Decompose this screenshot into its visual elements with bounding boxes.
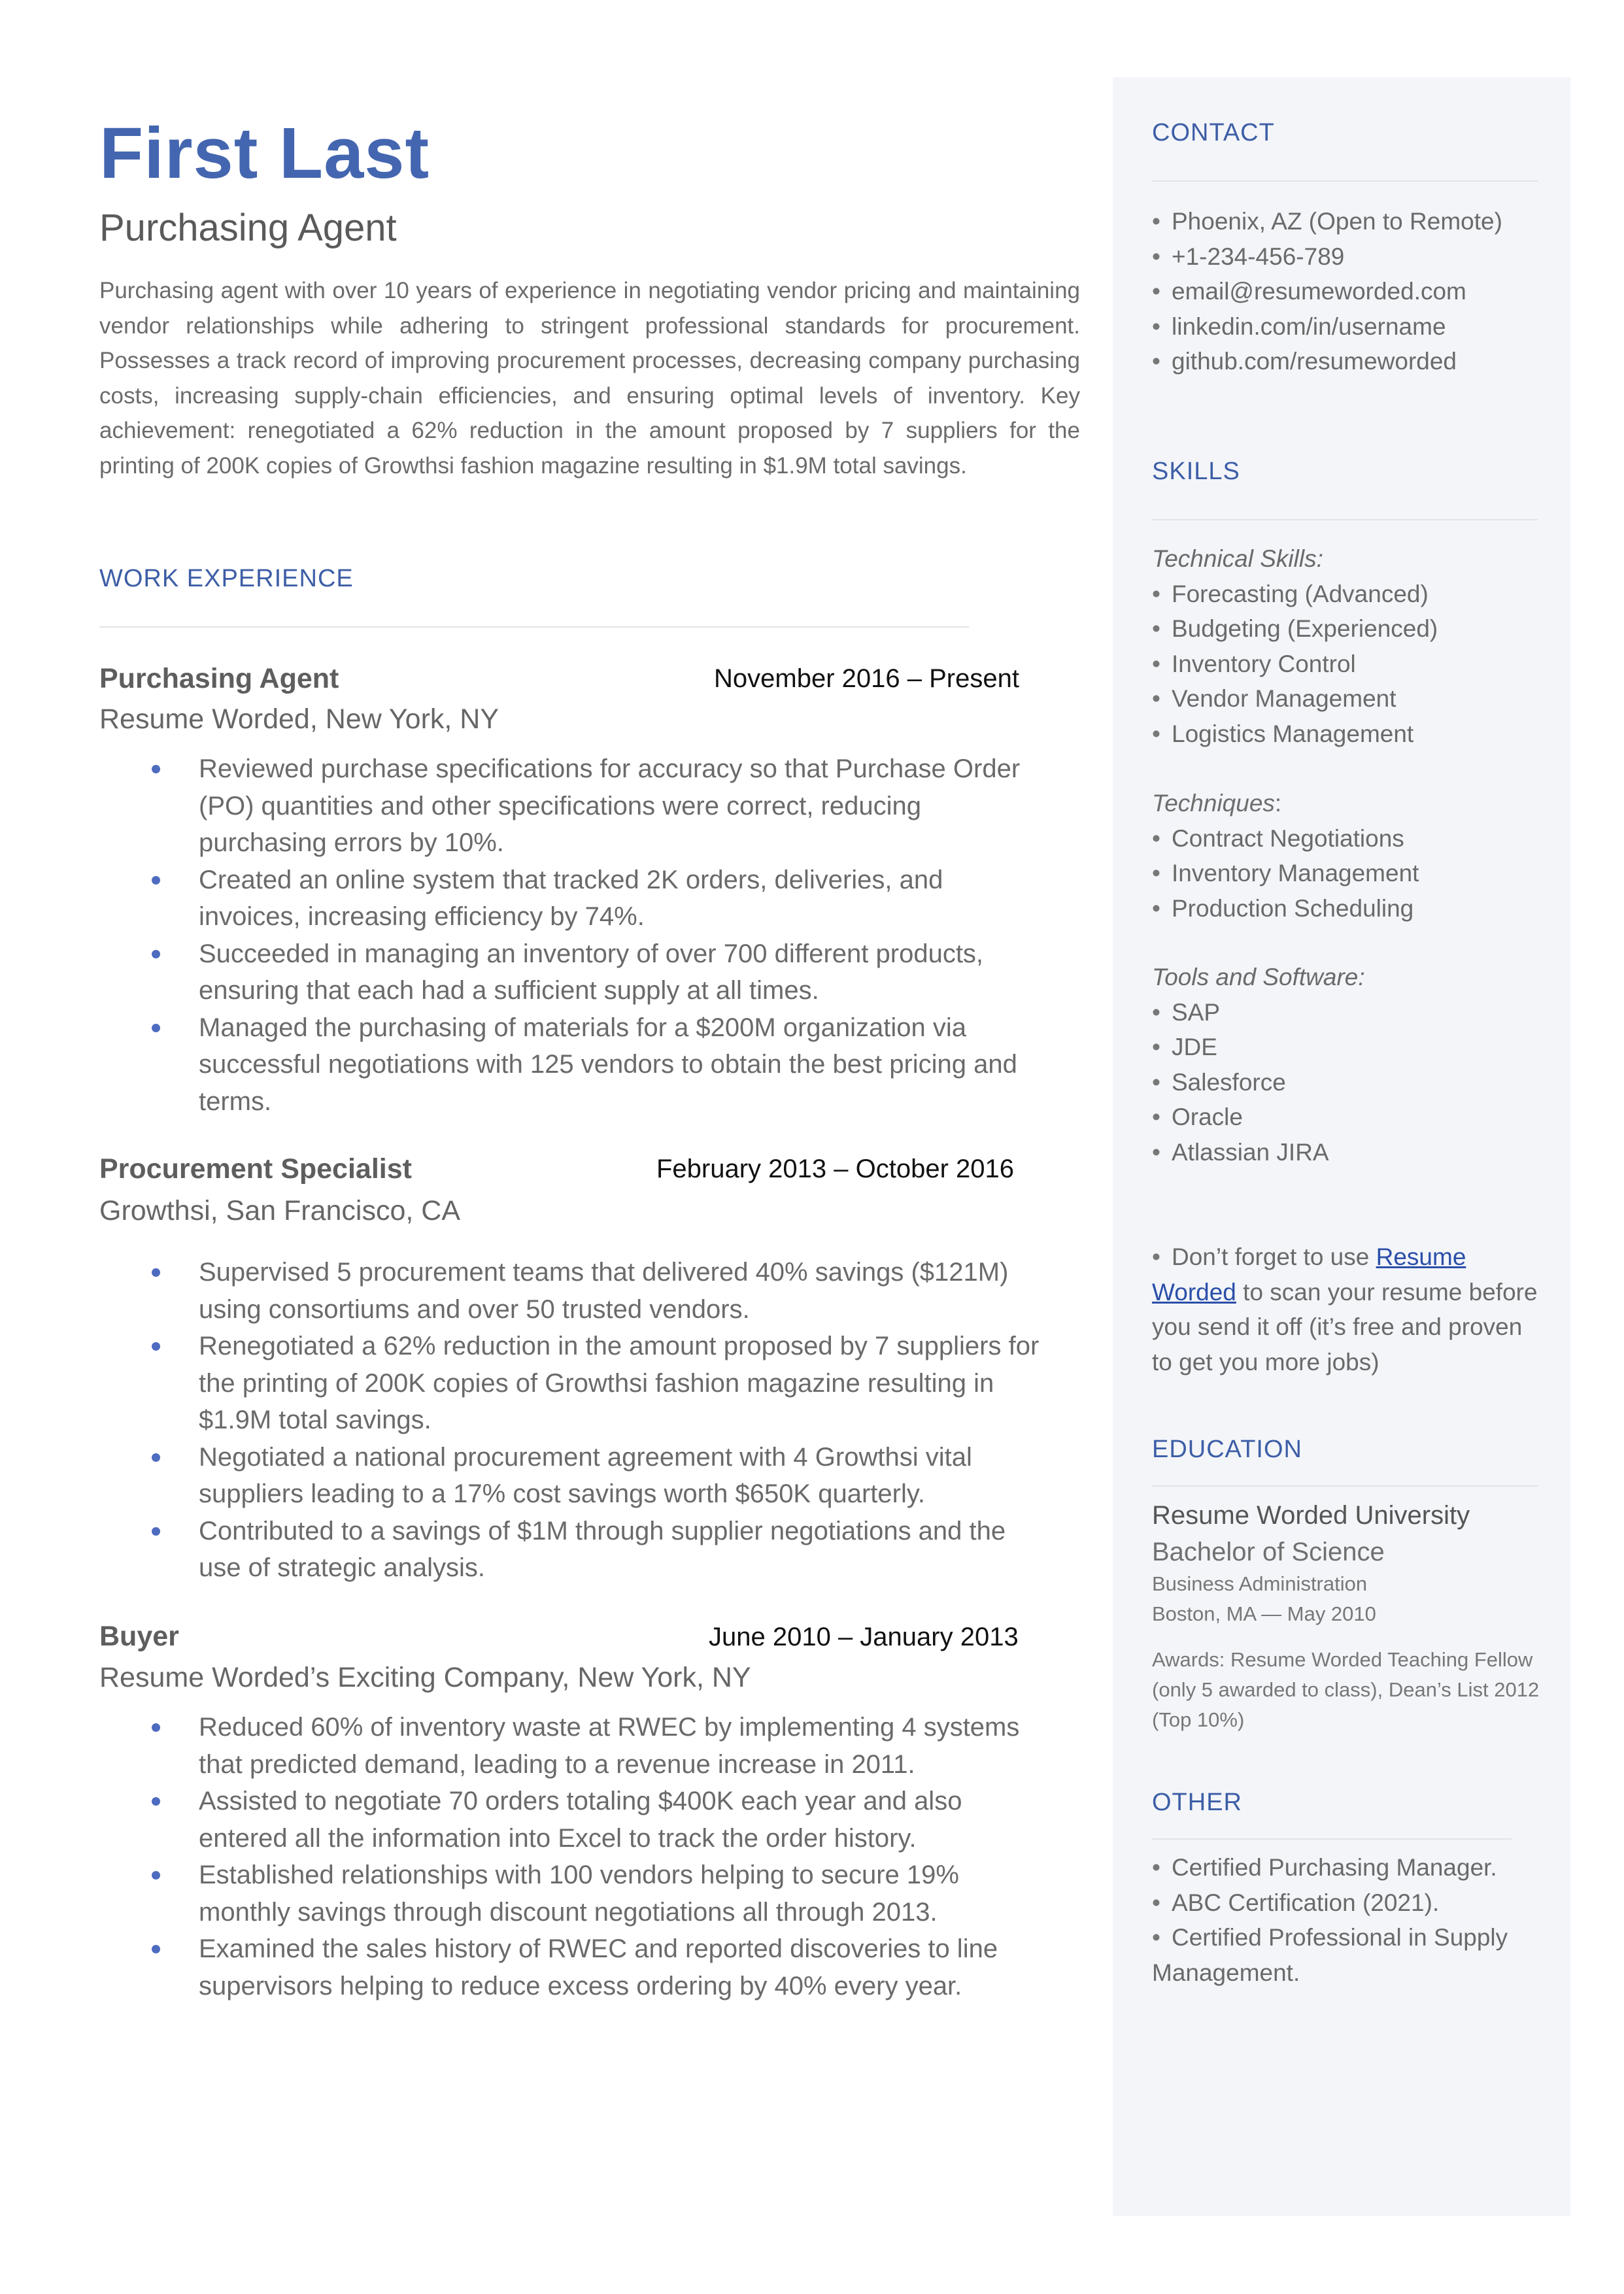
job-bullet: Assisted to negotiate 70 orders totaling $400K each year and also entered all the information into Excel to track the order history. (99, 1783, 1049, 1857)
skill-item: • Salesforce (1152, 1068, 1286, 1096)
bullet-dot-icon (152, 950, 160, 958)
job-bullets (99, 1254, 1054, 1587)
technical-skills-label: Technical Skills: (1152, 545, 1323, 572)
education-divider (1152, 1485, 1538, 1487)
other-item: • Certified Purchasing Manager. (1152, 1854, 1497, 1881)
education-school: Resume Worded University (1152, 1501, 1470, 1530)
resume-worded-link[interactable]: Resume Worded (1152, 1243, 1466, 1306)
contact-github[interactable]: • github.com/resumeworded (1152, 348, 1457, 375)
education-awards: Awards: Resume Worded Teaching Fellow (only 5 awarded to class), Dean’s List 2012 (Top 10%) (1152, 1648, 1540, 1731)
candidate-name: First Last (99, 113, 430, 194)
skill-item: • Contract Negotiations (1152, 824, 1404, 852)
work-experience-divider (99, 626, 969, 628)
bullet-dot-icon (152, 1024, 160, 1032)
other-heading: OTHER (1152, 1789, 1242, 1816)
skills-divider (1152, 519, 1538, 520)
job-company: Resume Worded’s Exciting Company, New York, NY (99, 1662, 751, 1693)
job-dates: June 2010 – January 2013 (709, 1623, 1019, 1651)
job-company: Resume Worded, New York, NY (99, 703, 499, 735)
job-bullet: Supervised 5 procurement teams that delivered 40% savings ($121M) using consortiums and over 50 trusted vendors. (99, 1254, 1049, 1328)
job-title: Purchasing Agent (99, 663, 339, 694)
skill-item: • Forecasting (Advanced) (1152, 580, 1429, 607)
resume-tip: • Don’t forget to use Resume Worded to scan your resume before you send it off (it’s free and proven to get you more jobs) (1152, 1243, 1538, 1375)
summary-paragraph: Purchasing agent with over 10 years of experience in negotiating vendor pricing and maintaining vendor relationships while adhering to stringent professional standards for procurement. Possesses a track record of improving procurement processes, decreasing company purchasing costs, increasing supply-chain efficiencies, and ensuring optimal levels of inventory. Key achievement: renegotiated a 62% reduction in the amount proposed by 7 suppliers for the printing of 200K copies of Growthsi fashion magazine resulting in $1.9M total savings. (99, 278, 1080, 479)
work-experience-heading: WORK EXPERIENCE (99, 565, 354, 592)
job-bullet: Examined the sales history of RWEC and reported discoveries to line supervisors helping to reduce excess ordering by 40% every year. (99, 1931, 1049, 2004)
techniques-list (1152, 786, 1557, 926)
job-bullets (99, 751, 1054, 1120)
contact-list (1152, 204, 1557, 379)
skill-item: • Production Scheduling (1152, 894, 1414, 922)
contact-linkedin[interactable]: • linkedin.com/in/username (1152, 312, 1446, 340)
bullet-dot-icon (152, 1723, 160, 1732)
job-title: Buyer (99, 1621, 179, 1652)
job-bullet: Reduced 60% of inventory waste at RWEC by implementing 4 systems that predicted demand, leading to a revenue increase in 2011. (99, 1709, 1049, 1783)
skill-item: • JDE (1152, 1034, 1217, 1060)
skill-item: • Budgeting (Experienced) (1152, 615, 1438, 642)
skill-item: • Oracle (1152, 1104, 1243, 1130)
job-dates: November 2016 – Present (714, 664, 1019, 693)
education-heading: EDUCATION (1152, 1436, 1302, 1463)
other-item: • ABC Certification (2021). (1152, 1889, 1440, 1916)
contact-heading: CONTACT (1152, 119, 1275, 146)
tools-list (1152, 960, 1557, 1170)
contact-email[interactable]: • email@resumeworded.com (1152, 278, 1466, 305)
bullet-dot-icon (152, 876, 160, 885)
education-location-date: Boston, MA — May 2010 (1152, 1602, 1376, 1625)
other-divider (1152, 1838, 1512, 1840)
bullet-dot-icon (152, 1945, 160, 1953)
skill-item: • SAP (1152, 998, 1221, 1026)
bullet-dot-icon (152, 1342, 160, 1351)
job-bullets (99, 1709, 1054, 2004)
bullet-dot-icon (152, 765, 160, 773)
contact-location: • Phoenix, AZ (Open to Remote) (1152, 208, 1502, 235)
job-title: Procurement Specialist (99, 1153, 412, 1185)
skill-item: • Logistics Management (1152, 720, 1414, 747)
techniques-label: Techniques: (1152, 790, 1282, 817)
education-major: Business Administration (1152, 1572, 1368, 1595)
skill-item: • Vendor Management (1152, 685, 1396, 712)
job-bullet: Contributed to a savings of $1M through supplier negotiations and the use of strategic analysis. (99, 1513, 1049, 1587)
technical-skills-list (1152, 541, 1557, 751)
tools-label: Tools and Software: (1152, 964, 1365, 990)
bullet-dot-icon (152, 1797, 160, 1806)
bullet-dot-icon (152, 1268, 160, 1277)
job-company: Growthsi, San Francisco, CA (99, 1195, 461, 1226)
job-bullet: Negotiated a national procurement agreement with 4 Growthsi vital suppliers leading to a 17% cost savings worth $650K quarterly. (99, 1439, 1049, 1513)
candidate-role: Purchasing Agent (99, 207, 397, 249)
other-list (1152, 1850, 1531, 1990)
job-bullet: Managed the purchasing of materials for a $200M organization via successful negotiations with 125 vendors to obtain the best pricing and terms. (99, 1009, 1049, 1121)
job-bullet: Succeeded in managing an inventory of over 700 different products, ensuring that each had a sufficient supply at all times. (99, 936, 1049, 1009)
job-bullet: Established relationships with 100 vendors helping to secure 19% monthly savings through discount negotiations all through 2013. (99, 1857, 1049, 1931)
education-degree: Bachelor of Science (1152, 1538, 1385, 1566)
bullet-dot-icon (152, 1871, 160, 1880)
other-item: • Certified Professional in Supply Management. (1152, 1924, 1508, 1986)
bullet-dot-icon (152, 1527, 160, 1536)
job-bullet: Renegotiated a 62% reduction in the amount proposed by 7 suppliers for the printing of 200K copies of Growthsi fashion magazine resulting in $1.9M total savings. (99, 1328, 1049, 1439)
job-bullet: Created an online system that tracked 2K orders, deliveries, and invoices, increasing efficiency by 74%. (99, 862, 1049, 936)
job-dates: February 2013 – October 2016 (656, 1155, 1015, 1183)
job-bullet: Reviewed purchase specifications for accuracy so that Purchase Order (PO) quantities and other specifications were correct, reducing purchasing errors by 10%. (99, 751, 1049, 862)
skill-item: • Inventory Management (1152, 860, 1419, 886)
bullet-dot-icon (152, 1453, 160, 1462)
skill-item: • Atlassian JIRA (1152, 1138, 1329, 1166)
skills-heading: SKILLS (1152, 458, 1240, 485)
sidebar (1113, 77, 1570, 2216)
skill-item: • Inventory Control (1152, 650, 1356, 677)
contact-phone: • +1-234-456-789 (1152, 243, 1345, 270)
contact-divider (1152, 180, 1538, 182)
